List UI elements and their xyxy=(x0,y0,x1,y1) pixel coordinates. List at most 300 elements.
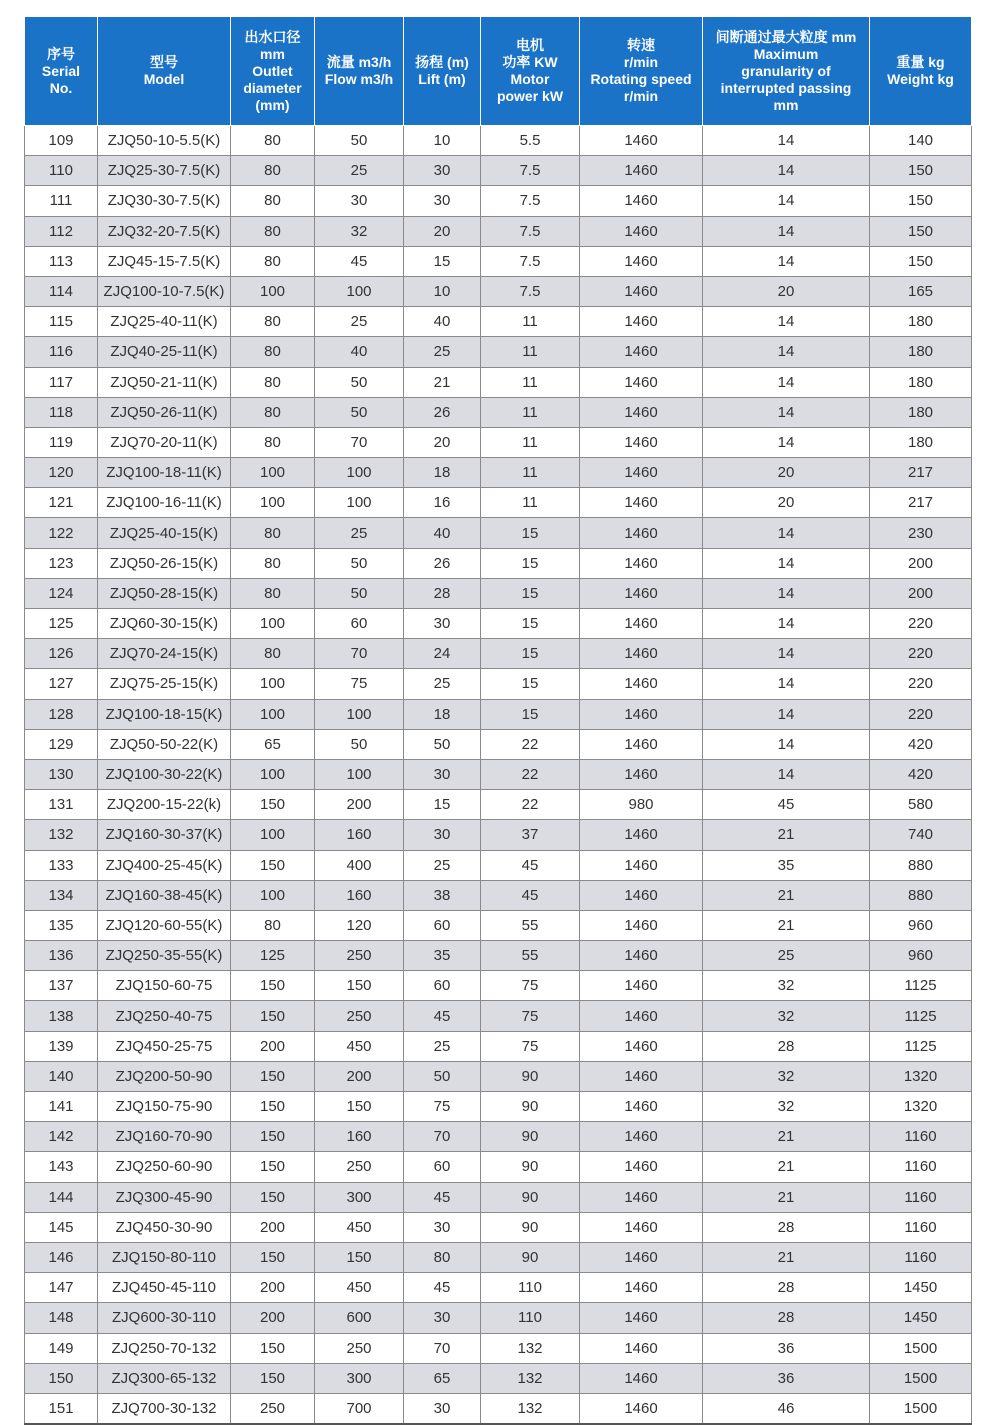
cell-flow: 32 xyxy=(315,216,404,246)
cell-max-granularity: 32 xyxy=(703,971,870,1001)
header-outlet-diameter: 出水口径 mm Outlet diameter (mm) xyxy=(231,17,315,126)
table-row xyxy=(25,518,972,548)
cell-weight: 220 xyxy=(870,639,972,669)
cell-max-granularity: 36 xyxy=(703,1333,870,1363)
cell-model: ZJQ160-38-45(K) xyxy=(98,880,231,910)
cell-motor-power: 55 xyxy=(481,941,580,971)
cell-motor-power: 11 xyxy=(481,427,580,457)
cell-rotating-speed: 1460 xyxy=(580,669,703,699)
cell-weight: 150 xyxy=(870,186,972,216)
cell-outlet-diameter: 150 xyxy=(231,971,315,1001)
cell-flow: 450 xyxy=(315,1273,404,1303)
cell-rotating-speed: 1460 xyxy=(580,126,703,156)
cell-motor-power: 90 xyxy=(481,1182,580,1212)
cell-weight: 180 xyxy=(870,397,972,427)
cell-model: ZJQ50-28-15(K) xyxy=(98,578,231,608)
cell-max-granularity: 35 xyxy=(703,850,870,880)
table-row xyxy=(25,1001,972,1031)
cell-outlet-diameter: 100 xyxy=(231,759,315,789)
cell-flow: 200 xyxy=(315,1061,404,1091)
table-row xyxy=(25,156,972,186)
table-row xyxy=(25,1092,972,1122)
header-lift: 扬程 (m) Lift (m) xyxy=(404,17,481,126)
cell-lift: 21 xyxy=(404,367,481,397)
cell-max-granularity: 14 xyxy=(703,699,870,729)
cell-lift: 18 xyxy=(404,458,481,488)
cell-lift: 35 xyxy=(404,941,481,971)
cell-rotating-speed: 1460 xyxy=(580,971,703,1001)
cell-motor-power: 15 xyxy=(481,609,580,639)
cell-max-granularity: 28 xyxy=(703,1303,870,1333)
cell-weight: 960 xyxy=(870,941,972,971)
cell-outlet-diameter: 100 xyxy=(231,669,315,699)
cell-max-granularity: 21 xyxy=(703,1152,870,1182)
cell-max-granularity: 21 xyxy=(703,1182,870,1212)
cell-outlet-diameter: 80 xyxy=(231,216,315,246)
cell-lift: 26 xyxy=(404,548,481,578)
cell-weight: 220 xyxy=(870,609,972,639)
cell-outlet-diameter: 80 xyxy=(231,156,315,186)
cell-lift: 30 xyxy=(404,609,481,639)
cell-model: ZJQ75-25-15(K) xyxy=(98,669,231,699)
cell-flow: 50 xyxy=(315,397,404,427)
cell-max-granularity: 14 xyxy=(703,669,870,699)
cell-outlet-diameter: 150 xyxy=(231,850,315,880)
cell-motor-power: 90 xyxy=(481,1242,580,1272)
cell-lift: 10 xyxy=(404,126,481,156)
cell-motor-power: 90 xyxy=(481,1061,580,1091)
table-row xyxy=(25,1182,972,1212)
cell-weight: 200 xyxy=(870,578,972,608)
cell-weight: 180 xyxy=(870,367,972,397)
cell-outlet-diameter: 150 xyxy=(231,1001,315,1031)
cell-lift: 20 xyxy=(404,427,481,457)
cell-max-granularity: 14 xyxy=(703,518,870,548)
cell-lift: 20 xyxy=(404,216,481,246)
cell-rotating-speed: 1460 xyxy=(580,639,703,669)
cell-weight: 1125 xyxy=(870,1031,972,1061)
cell-weight: 180 xyxy=(870,337,972,367)
table-row xyxy=(25,246,972,276)
cell-serial-no: 124 xyxy=(25,578,98,608)
cell-model: ZJQ100-10-7.5(K) xyxy=(98,276,231,306)
cell-outlet-diameter: 80 xyxy=(231,367,315,397)
cell-flow: 250 xyxy=(315,1001,404,1031)
cell-serial-no: 123 xyxy=(25,548,98,578)
cell-serial-no: 131 xyxy=(25,790,98,820)
cell-outlet-diameter: 80 xyxy=(231,397,315,427)
cell-serial-no: 144 xyxy=(25,1182,98,1212)
cell-model: ZJQ30-30-7.5(K) xyxy=(98,186,231,216)
cell-rotating-speed: 1460 xyxy=(580,1363,703,1393)
cell-max-granularity: 21 xyxy=(703,1122,870,1152)
cell-flow: 150 xyxy=(315,1092,404,1122)
cell-max-granularity: 25 xyxy=(703,941,870,971)
cell-serial-no: 138 xyxy=(25,1001,98,1031)
cell-outlet-diameter: 200 xyxy=(231,1212,315,1242)
cell-weight: 960 xyxy=(870,910,972,940)
cell-weight: 180 xyxy=(870,307,972,337)
table-row xyxy=(25,639,972,669)
cell-serial-no: 145 xyxy=(25,1212,98,1242)
cell-lift: 30 xyxy=(404,156,481,186)
cell-max-granularity: 46 xyxy=(703,1393,870,1424)
cell-outlet-diameter: 100 xyxy=(231,488,315,518)
table-row xyxy=(25,609,972,639)
cell-weight: 1500 xyxy=(870,1363,972,1393)
cell-rotating-speed: 1460 xyxy=(580,609,703,639)
cell-outlet-diameter: 150 xyxy=(231,1122,315,1152)
cell-serial-no: 129 xyxy=(25,729,98,759)
cell-flow: 300 xyxy=(315,1363,404,1393)
cell-weight: 580 xyxy=(870,790,972,820)
cell-motor-power: 15 xyxy=(481,548,580,578)
cell-max-granularity: 14 xyxy=(703,186,870,216)
cell-weight: 1125 xyxy=(870,1001,972,1031)
cell-model: ZJQ100-30-22(K) xyxy=(98,759,231,789)
cell-lift: 30 xyxy=(404,1303,481,1333)
cell-lift: 45 xyxy=(404,1182,481,1212)
cell-model: ZJQ50-26-15(K) xyxy=(98,548,231,578)
cell-flow: 50 xyxy=(315,578,404,608)
cell-rotating-speed: 1460 xyxy=(580,850,703,880)
cell-lift: 30 xyxy=(404,1393,481,1424)
cell-lift: 70 xyxy=(404,1122,481,1152)
cell-max-granularity: 32 xyxy=(703,1061,870,1091)
cell-weight: 1500 xyxy=(870,1393,972,1424)
cell-lift: 60 xyxy=(404,1152,481,1182)
table-row xyxy=(25,669,972,699)
cell-outlet-diameter: 200 xyxy=(231,1273,315,1303)
table-row xyxy=(25,186,972,216)
cell-max-granularity: 14 xyxy=(703,337,870,367)
cell-model: ZJQ32-20-7.5(K) xyxy=(98,216,231,246)
cell-rotating-speed: 1460 xyxy=(580,518,703,548)
table-row xyxy=(25,307,972,337)
cell-outlet-diameter: 80 xyxy=(231,246,315,276)
cell-rotating-speed: 1460 xyxy=(580,941,703,971)
cell-motor-power: 5.5 xyxy=(481,126,580,156)
cell-flow: 300 xyxy=(315,1182,404,1212)
cell-rotating-speed: 1460 xyxy=(580,910,703,940)
header-model: 型号 Model xyxy=(98,17,231,126)
cell-motor-power: 75 xyxy=(481,971,580,1001)
cell-model: ZJQ70-24-15(K) xyxy=(98,639,231,669)
cell-rotating-speed: 1460 xyxy=(580,1061,703,1091)
cell-serial-no: 139 xyxy=(25,1031,98,1061)
cell-motor-power: 90 xyxy=(481,1212,580,1242)
cell-weight: 1160 xyxy=(870,1242,972,1272)
table-header xyxy=(25,17,972,126)
cell-weight: 217 xyxy=(870,488,972,518)
cell-motor-power: 15 xyxy=(481,578,580,608)
cell-outlet-diameter: 150 xyxy=(231,1333,315,1363)
cell-flow: 60 xyxy=(315,609,404,639)
cell-motor-power: 55 xyxy=(481,910,580,940)
pump-spec-table xyxy=(24,16,972,1425)
cell-serial-no: 110 xyxy=(25,156,98,186)
cell-serial-no: 126 xyxy=(25,639,98,669)
cell-max-granularity: 28 xyxy=(703,1212,870,1242)
cell-model: ZJQ600-30-110 xyxy=(98,1303,231,1333)
cell-model: ZJQ50-10-5.5(K) xyxy=(98,126,231,156)
cell-max-granularity: 14 xyxy=(703,427,870,457)
cell-weight: 1450 xyxy=(870,1303,972,1333)
cell-model: ZJQ400-25-45(K) xyxy=(98,850,231,880)
cell-serial-no: 136 xyxy=(25,941,98,971)
cell-rotating-speed: 1460 xyxy=(580,1092,703,1122)
cell-model: ZJQ50-50-22(K) xyxy=(98,729,231,759)
cell-outlet-diameter: 250 xyxy=(231,1393,315,1424)
cell-model: ZJQ120-60-55(K) xyxy=(98,910,231,940)
table-row xyxy=(25,820,972,850)
cell-serial-no: 151 xyxy=(25,1393,98,1424)
cell-weight: 150 xyxy=(870,216,972,246)
cell-serial-no: 141 xyxy=(25,1092,98,1122)
cell-lift: 26 xyxy=(404,397,481,427)
cell-model: ZJQ150-80-110 xyxy=(98,1242,231,1272)
cell-rotating-speed: 1460 xyxy=(580,820,703,850)
cell-rotating-speed: 1460 xyxy=(580,337,703,367)
cell-serial-no: 133 xyxy=(25,850,98,880)
cell-model: ZJQ50-26-11(K) xyxy=(98,397,231,427)
cell-lift: 65 xyxy=(404,1363,481,1393)
cell-serial-no: 118 xyxy=(25,397,98,427)
header-max-granularity: 间断通过最大粒度 mm Maximum granularity of interrupted passing mm xyxy=(703,17,870,126)
cell-lift: 30 xyxy=(404,1212,481,1242)
cell-motor-power: 45 xyxy=(481,850,580,880)
cell-motor-power: 7.5 xyxy=(481,186,580,216)
cell-weight: 1160 xyxy=(870,1182,972,1212)
cell-rotating-speed: 1460 xyxy=(580,1273,703,1303)
cell-rotating-speed: 1460 xyxy=(580,307,703,337)
cell-model: ZJQ250-40-75 xyxy=(98,1001,231,1031)
cell-weight: 217 xyxy=(870,458,972,488)
cell-outlet-diameter: 125 xyxy=(231,941,315,971)
cell-rotating-speed: 1460 xyxy=(580,156,703,186)
cell-rotating-speed: 1460 xyxy=(580,397,703,427)
table-row xyxy=(25,1333,972,1363)
cell-flow: 45 xyxy=(315,246,404,276)
cell-serial-no: 140 xyxy=(25,1061,98,1091)
cell-motor-power: 110 xyxy=(481,1303,580,1333)
cell-rotating-speed: 1460 xyxy=(580,1001,703,1031)
cell-serial-no: 114 xyxy=(25,276,98,306)
cell-motor-power: 7.5 xyxy=(481,216,580,246)
cell-weight: 1320 xyxy=(870,1061,972,1091)
cell-motor-power: 15 xyxy=(481,518,580,548)
table-row xyxy=(25,1303,972,1333)
cell-flow: 160 xyxy=(315,880,404,910)
cell-lift: 25 xyxy=(404,337,481,367)
cell-model: ZJQ700-30-132 xyxy=(98,1393,231,1424)
header-row xyxy=(25,17,972,126)
cell-outlet-diameter: 80 xyxy=(231,427,315,457)
cell-rotating-speed: 1460 xyxy=(580,1182,703,1212)
table-row xyxy=(25,971,972,1001)
cell-model: ZJQ100-18-11(K) xyxy=(98,458,231,488)
cell-outlet-diameter: 80 xyxy=(231,337,315,367)
cell-outlet-diameter: 100 xyxy=(231,458,315,488)
table-row xyxy=(25,488,972,518)
cell-serial-no: 121 xyxy=(25,488,98,518)
cell-flow: 100 xyxy=(315,699,404,729)
cell-max-granularity: 20 xyxy=(703,276,870,306)
cell-lift: 30 xyxy=(404,820,481,850)
table-row xyxy=(25,910,972,940)
cell-flow: 25 xyxy=(315,518,404,548)
cell-model: ZJQ160-70-90 xyxy=(98,1122,231,1152)
cell-motor-power: 90 xyxy=(481,1122,580,1152)
cell-model: ZJQ250-70-132 xyxy=(98,1333,231,1363)
cell-motor-power: 132 xyxy=(481,1393,580,1424)
cell-outlet-diameter: 150 xyxy=(231,1363,315,1393)
cell-weight: 150 xyxy=(870,246,972,276)
cell-model: ZJQ450-30-90 xyxy=(98,1212,231,1242)
table-row xyxy=(25,1122,972,1152)
cell-serial-no: 137 xyxy=(25,971,98,1001)
cell-serial-no: 122 xyxy=(25,518,98,548)
cell-model: ZJQ150-60-75 xyxy=(98,971,231,1001)
cell-rotating-speed: 1460 xyxy=(580,1152,703,1182)
cell-flow: 100 xyxy=(315,759,404,789)
cell-outlet-diameter: 150 xyxy=(231,1182,315,1212)
cell-motor-power: 22 xyxy=(481,759,580,789)
table-row xyxy=(25,729,972,759)
cell-model: ZJQ250-35-55(K) xyxy=(98,941,231,971)
cell-outlet-diameter: 80 xyxy=(231,186,315,216)
cell-flow: 450 xyxy=(315,1031,404,1061)
table-row xyxy=(25,880,972,910)
cell-motor-power: 11 xyxy=(481,488,580,518)
cell-weight: 420 xyxy=(870,729,972,759)
cell-lift: 10 xyxy=(404,276,481,306)
cell-rotating-speed: 1460 xyxy=(580,488,703,518)
cell-outlet-diameter: 80 xyxy=(231,307,315,337)
cell-max-granularity: 14 xyxy=(703,246,870,276)
cell-max-granularity: 14 xyxy=(703,367,870,397)
cell-lift: 60 xyxy=(404,910,481,940)
cell-model: ZJQ50-21-11(K) xyxy=(98,367,231,397)
cell-motor-power: 15 xyxy=(481,699,580,729)
cell-rotating-speed: 1460 xyxy=(580,458,703,488)
table-body xyxy=(25,126,972,1425)
cell-rotating-speed: 1460 xyxy=(580,276,703,306)
cell-lift: 16 xyxy=(404,488,481,518)
cell-max-granularity: 14 xyxy=(703,729,870,759)
cell-motor-power: 45 xyxy=(481,880,580,910)
table-row xyxy=(25,1242,972,1272)
cell-flow: 50 xyxy=(315,367,404,397)
cell-weight: 1320 xyxy=(870,1092,972,1122)
table-row xyxy=(25,1393,972,1424)
cell-flow: 160 xyxy=(315,1122,404,1152)
cell-flow: 250 xyxy=(315,941,404,971)
cell-outlet-diameter: 80 xyxy=(231,518,315,548)
cell-flow: 250 xyxy=(315,1152,404,1182)
cell-lift: 30 xyxy=(404,759,481,789)
cell-motor-power: 90 xyxy=(481,1152,580,1182)
cell-flow: 30 xyxy=(315,186,404,216)
cell-outlet-diameter: 100 xyxy=(231,699,315,729)
cell-weight: 740 xyxy=(870,820,972,850)
cell-outlet-diameter: 80 xyxy=(231,910,315,940)
table-row xyxy=(25,548,972,578)
cell-flow: 100 xyxy=(315,488,404,518)
table-row xyxy=(25,759,972,789)
cell-weight: 220 xyxy=(870,699,972,729)
cell-serial-no: 143 xyxy=(25,1152,98,1182)
cell-rotating-speed: 1460 xyxy=(580,1242,703,1272)
cell-motor-power: 75 xyxy=(481,1001,580,1031)
cell-flow: 700 xyxy=(315,1393,404,1424)
cell-rotating-speed: 1460 xyxy=(580,246,703,276)
cell-serial-no: 134 xyxy=(25,880,98,910)
cell-outlet-diameter: 80 xyxy=(231,548,315,578)
cell-rotating-speed: 1460 xyxy=(580,427,703,457)
cell-max-granularity: 32 xyxy=(703,1092,870,1122)
cell-motor-power: 22 xyxy=(481,729,580,759)
cell-motor-power: 15 xyxy=(481,639,580,669)
table-row xyxy=(25,699,972,729)
table-row xyxy=(25,850,972,880)
table-row xyxy=(25,578,972,608)
cell-rotating-speed: 1460 xyxy=(580,216,703,246)
cell-lift: 80 xyxy=(404,1242,481,1272)
cell-outlet-diameter: 100 xyxy=(231,880,315,910)
cell-motor-power: 11 xyxy=(481,337,580,367)
header-rotating-speed: 转速 r/min Rotating speed r/min xyxy=(580,17,703,126)
cell-model: ZJQ300-45-90 xyxy=(98,1182,231,1212)
cell-rotating-speed: 980 xyxy=(580,790,703,820)
cell-serial-no: 119 xyxy=(25,427,98,457)
cell-model: ZJQ100-18-15(K) xyxy=(98,699,231,729)
cell-serial-no: 109 xyxy=(25,126,98,156)
cell-weight: 140 xyxy=(870,126,972,156)
cell-rotating-speed: 1460 xyxy=(580,1393,703,1424)
cell-motor-power: 11 xyxy=(481,458,580,488)
cell-model: ZJQ40-25-11(K) xyxy=(98,337,231,367)
cell-lift: 45 xyxy=(404,1273,481,1303)
table-row xyxy=(25,216,972,246)
cell-lift: 40 xyxy=(404,307,481,337)
cell-motor-power: 11 xyxy=(481,367,580,397)
cell-motor-power: 132 xyxy=(481,1333,580,1363)
cell-serial-no: 116 xyxy=(25,337,98,367)
cell-flow: 70 xyxy=(315,427,404,457)
cell-model: ZJQ450-25-75 xyxy=(98,1031,231,1061)
cell-lift: 24 xyxy=(404,639,481,669)
cell-outlet-diameter: 80 xyxy=(231,578,315,608)
cell-flow: 40 xyxy=(315,337,404,367)
cell-rotating-speed: 1460 xyxy=(580,1303,703,1333)
cell-max-granularity: 32 xyxy=(703,1001,870,1031)
cell-weight: 200 xyxy=(870,548,972,578)
cell-max-granularity: 14 xyxy=(703,578,870,608)
cell-serial-no: 147 xyxy=(25,1273,98,1303)
cell-outlet-diameter: 150 xyxy=(231,1152,315,1182)
cell-max-granularity: 14 xyxy=(703,759,870,789)
cell-motor-power: 22 xyxy=(481,790,580,820)
table-row xyxy=(25,1212,972,1242)
table-row xyxy=(25,337,972,367)
cell-rotating-speed: 1460 xyxy=(580,1031,703,1061)
cell-serial-no: 112 xyxy=(25,216,98,246)
cell-rotating-speed: 1460 xyxy=(580,1212,703,1242)
cell-weight: 180 xyxy=(870,427,972,457)
cell-flow: 75 xyxy=(315,669,404,699)
cell-model: ZJQ100-16-11(K) xyxy=(98,488,231,518)
